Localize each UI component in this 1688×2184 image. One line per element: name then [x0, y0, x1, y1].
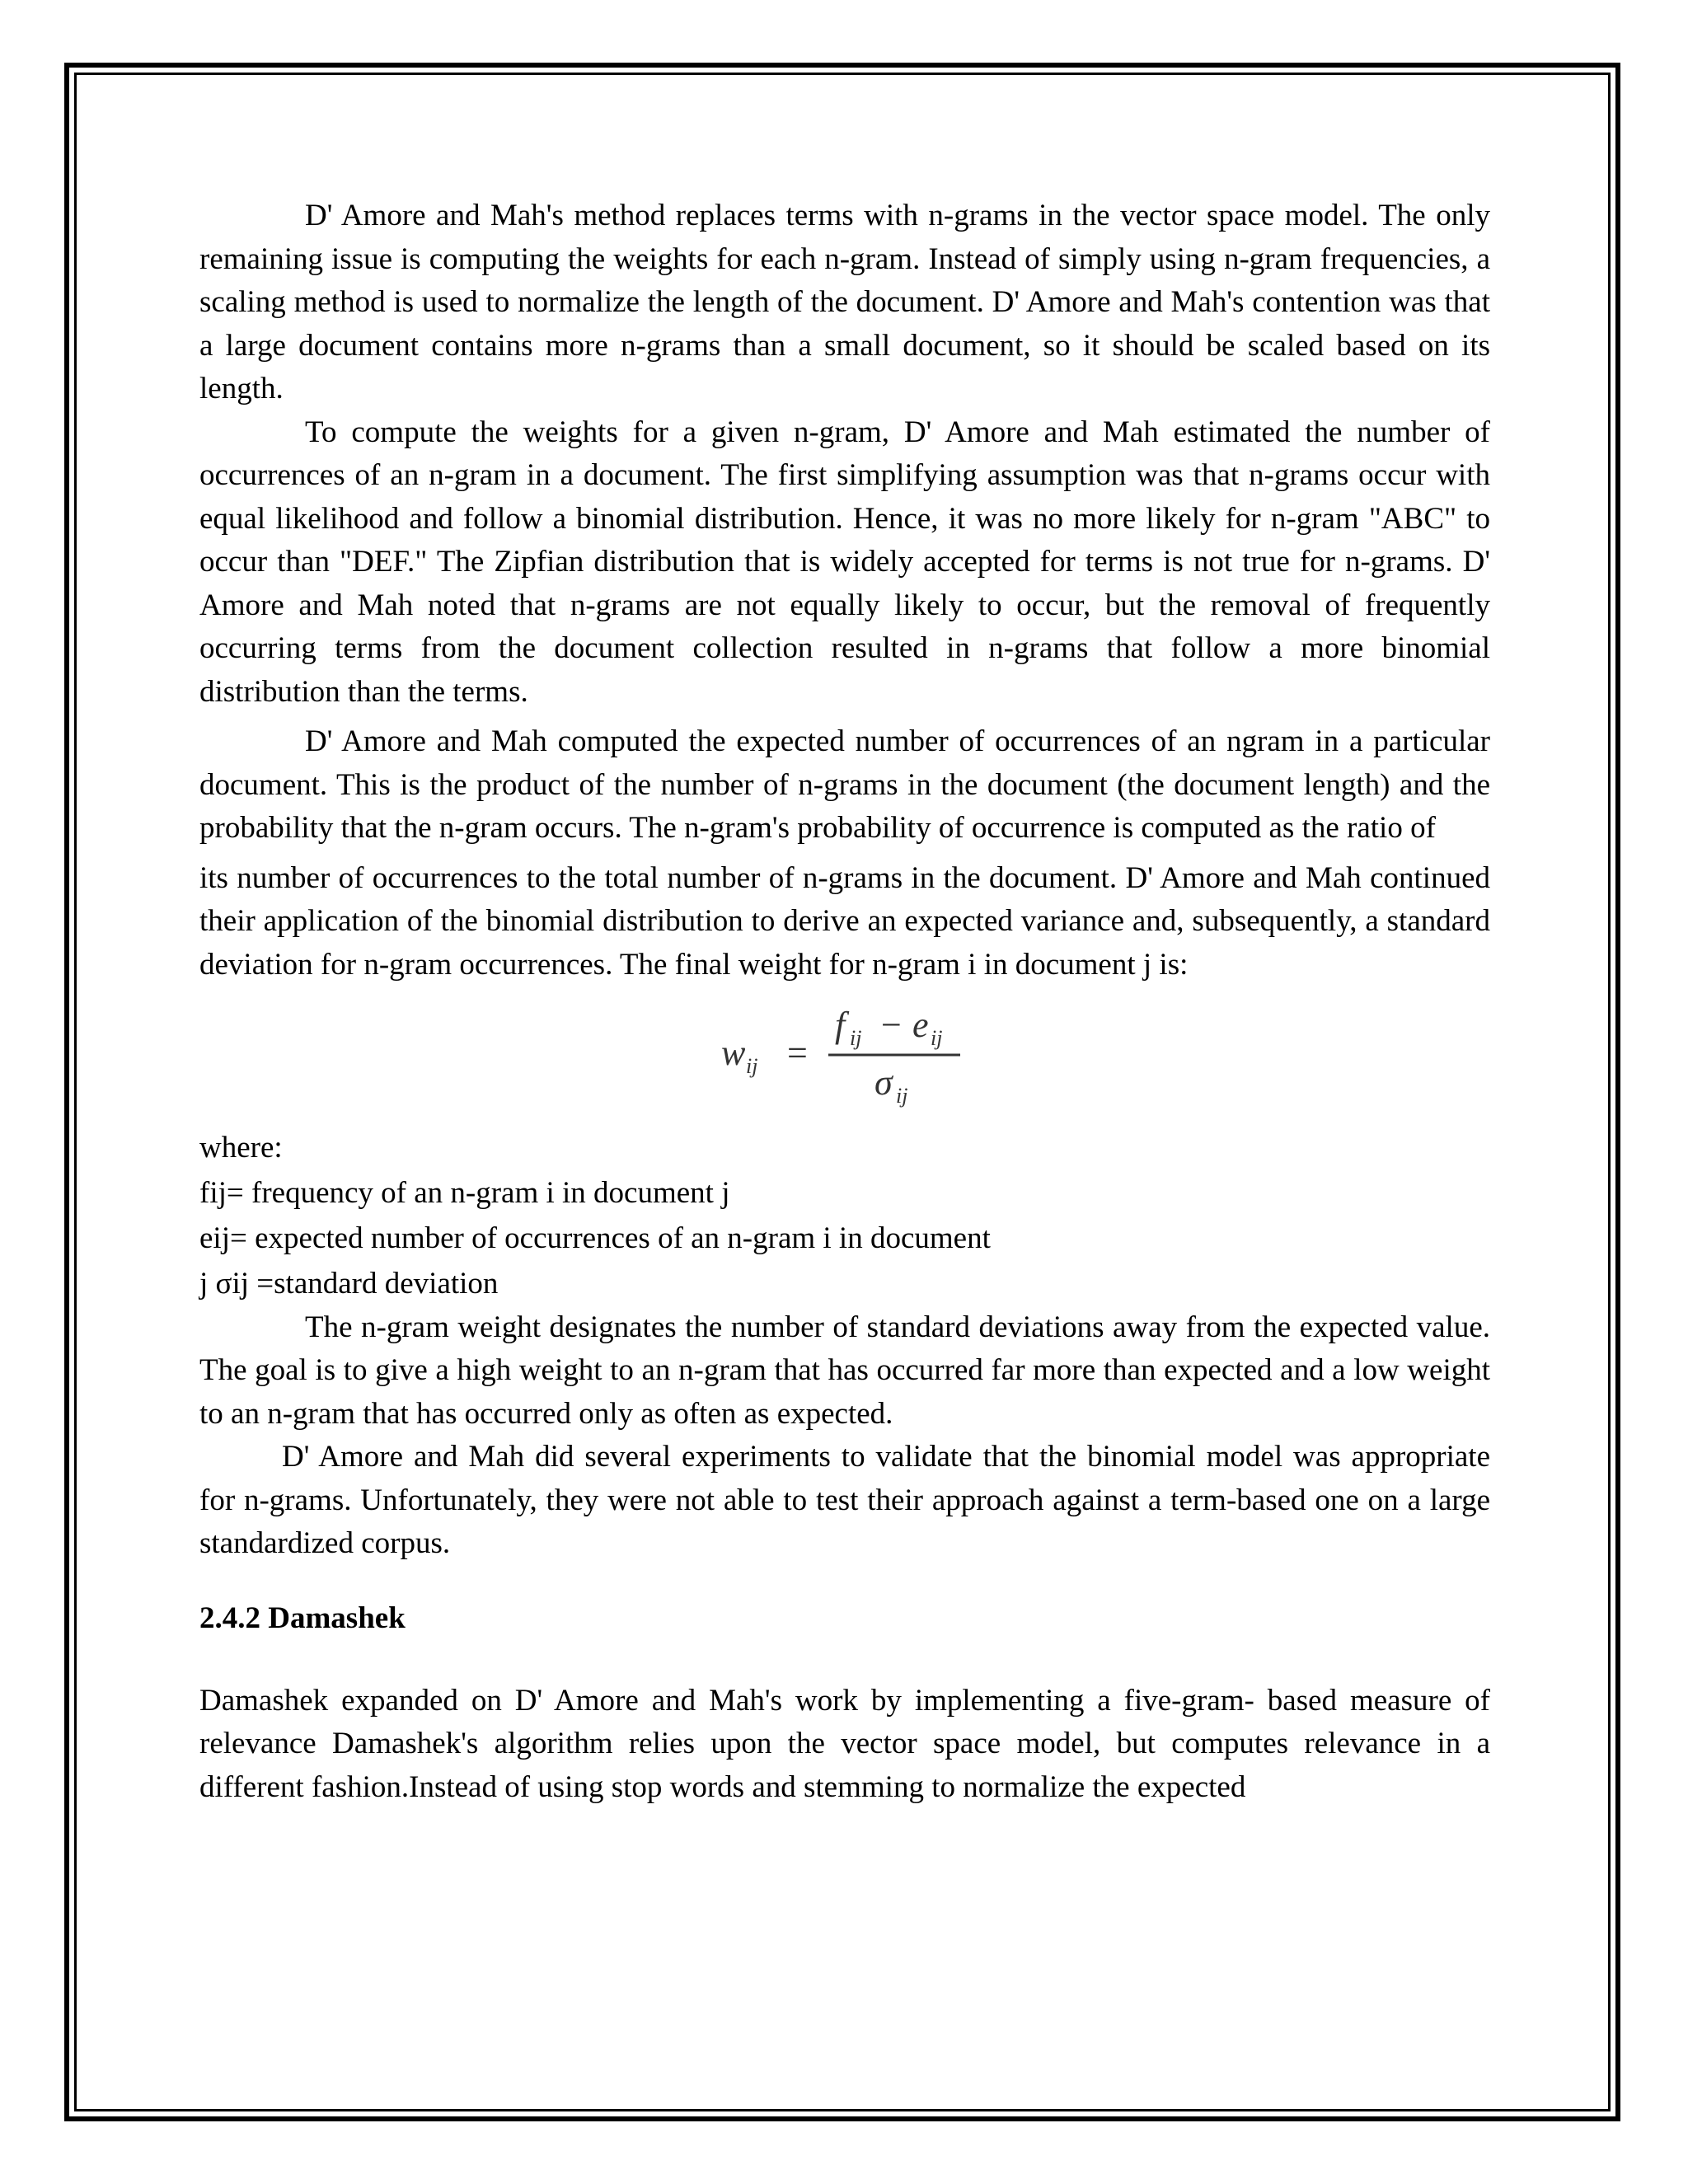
definition-eij: eij= expected number of occurrences of an n-gram i in document — [199, 1221, 991, 1255]
where-label: where: — [199, 1131, 283, 1165]
formula-minus: − — [881, 1005, 902, 1045]
paragraph-6: D' Amore and Mah did several experiments to validate that the binomial model was appropriate for n-grams. Unfortunately, they were not able to test their approach against a term-based one on a large standardized corpus. — [199, 1440, 1490, 1560]
paragraph-2: To compute the weights for a given n-gram, D' Amore and Mah estimated the number of occurrences of an n-gram in a document. The first simplifying assumption was that n-grams occur with equal likelihood and follow a binomial distribution. Hence, it was no more likely for n-gram "ABC" to occur than "DEF." The Zipfian distribution that is widely accepted for terms is not true for n-grams. D' Amore and Mah noted that n-grams are not equally likely to occur, but the removal of frequently occurring terms from the document collection resulted in n-grams that follow a more binomial distribution than the terms. — [199, 415, 1490, 709]
formula-lhs-subscript: ij — [746, 1054, 758, 1078]
formula-numerator-f-subscript: ij — [850, 1026, 862, 1050]
formula-equals: = — [787, 1033, 808, 1073]
formula-denominator-subscript: ij — [896, 1084, 908, 1108]
formula-lhs: w — [721, 1033, 746, 1073]
formula-denominator-sigma: σ — [874, 1062, 893, 1103]
paragraph-3: D' Amore and Mah computed the expected number of occurrences of an ngram in a particular document. This is the product of the number of n-grams in the document (the document length) and the probability that the n-gram occurs. The n-gram's probability of occurrence is computed as the ratio of — [199, 724, 1490, 845]
formula-numerator-e: e — [912, 1005, 929, 1045]
paragraph-4: its number of occurrences to the total number of n-grams in the document. D' Amore and Mah continued their application of the binomial distribution to derive an expected variance and, subsequently, a standard deviation for n-gram occurrences. The final weight for n-gram i in document j is: — [199, 860, 1490, 982]
section-heading-damashek: 2.4.2 Damashek — [199, 1601, 406, 1635]
formula-numerator-f: f — [835, 1005, 846, 1045]
weight-formula-graphic — [713, 997, 977, 1113]
document-body — [199, 194, 1490, 1809]
paragraph-5: The n-gram weight designates the number of standard deviations away from the expected value. The goal is to give a high weight to an n-gram that has occurred far more than expected and a low weight to an n-gram that has occurred only as often as expected. — [199, 1310, 1490, 1431]
paragraph-1: D' Amore and Mah's method replaces terms with n-grams in the vector space model. The only remaining issue is computing the weights for each n-gram. Instead of simply using n-gram frequencies, a scaling method is used to normalize the length of the document. D' Amore and Mah's contention was that a large document contains more n-grams than a small document, so it should be scaled based on its length. — [199, 199, 1490, 405]
definition-sigma: j σij =standard deviation — [199, 1266, 499, 1301]
paragraph-7: Damashek expanded on D' Amore and Mah's work by implementing a five-gram- based measure of relevance Damashek's algorithm relies upon the vector space model, but computes relevance in a different fashion.Instead of using stop words and stemming to normalize the expected — [199, 1683, 1490, 1804]
weight-formula — [199, 993, 1490, 1117]
formula-numerator-e-subscript: ij — [931, 1026, 943, 1050]
definition-fij: fij= frequency of an n-gram i in document j — [199, 1175, 730, 1210]
